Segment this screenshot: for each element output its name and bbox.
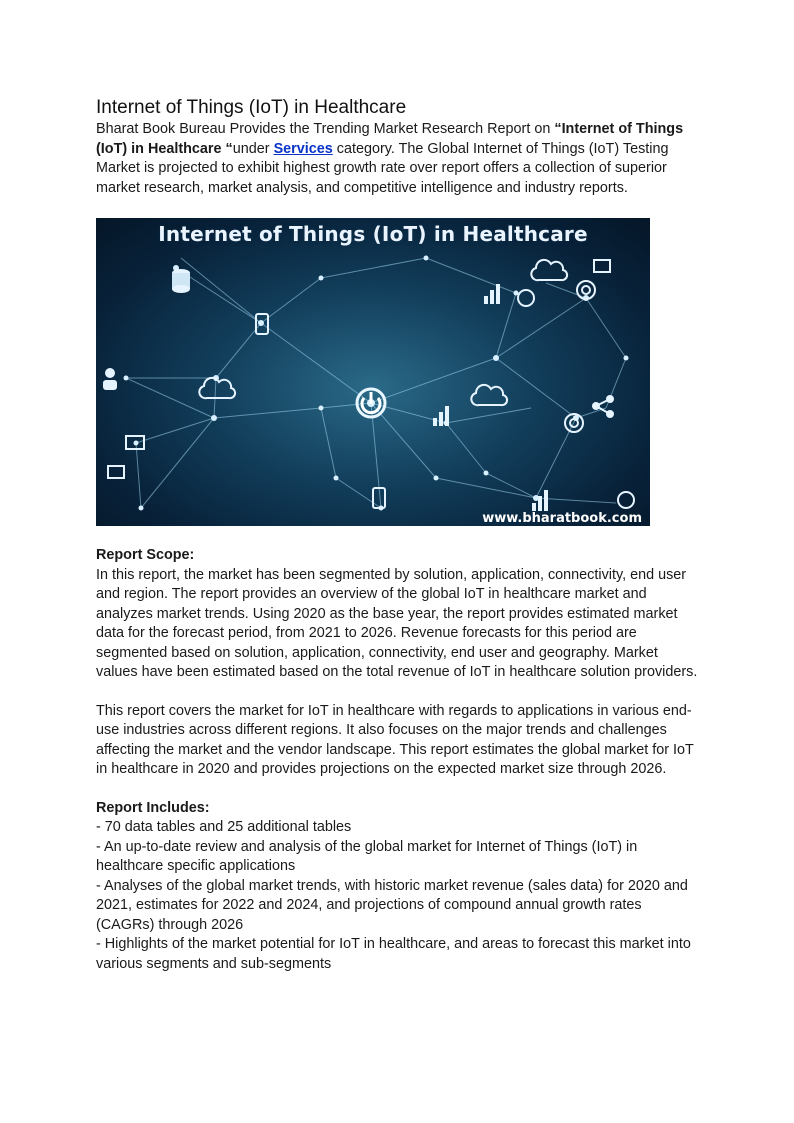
report-scope-paragraph-2: This report covers the market for IoT in healthcare with regards to applications in various end-use industries across different regions. It also focuses on the major trends and challenges affecting the market and the vendor landscape. This report estimates the global market for IoT in healthcare in 2020 and provides projections on the expected market size through 2026. bbox=[96, 702, 694, 777]
list-item: - Highlights of the market potential for IoT in healthcare, and areas to forecast this market into various segments and sub-segments bbox=[96, 936, 691, 972]
document-page bbox=[96, 96, 701, 974]
report-includes-list bbox=[96, 818, 701, 974]
banner-title: Internet of Things (IoT) in Healthcare bbox=[158, 222, 588, 246]
list-item: - An up-to-date review and analysis of the global market for Internet of Things (IoT) in healthcare specific applications bbox=[96, 838, 638, 874]
power-icon bbox=[357, 389, 385, 417]
target-icon bbox=[565, 281, 595, 432]
intro-text-3: category. The Global Internet of Things (IoT) Testing Market is projected to exhibit highest growth rate over report offers a collection of superior market research, market analysis, and competitive intelligence and industry reports. bbox=[96, 140, 669, 196]
share-icon bbox=[593, 396, 613, 417]
report-includes-heading: Report Includes: bbox=[96, 799, 210, 816]
intro-open-quote: “ bbox=[554, 121, 562, 137]
person-icon bbox=[103, 368, 117, 390]
list-item: - 70 data tables and 25 additional tables bbox=[96, 819, 352, 835]
report-scope-heading: Report Scope: bbox=[96, 547, 195, 563]
intro-text-2: under bbox=[232, 140, 274, 157]
list-item: - Analyses of the global market trends, with historic market revenue (sales data) for 2020 and 2021, estimates for 2022 and 2024, and projections of compound annual growth rates (CAGRs) through 2026 bbox=[96, 877, 688, 933]
cloud-icon bbox=[199, 260, 567, 405]
page-title: Internet of Things (IoT) in Healthcare bbox=[96, 97, 407, 118]
dollar-icon bbox=[518, 290, 634, 508]
network-illustration bbox=[96, 218, 650, 526]
intro-close-quote: “ bbox=[225, 140, 233, 157]
network-nodes bbox=[124, 256, 629, 511]
iot-healthcare-banner-image bbox=[96, 218, 650, 526]
database-icon bbox=[172, 269, 190, 293]
intro-report-title: Internet of Things (IoT) in Healthcare bbox=[96, 121, 684, 157]
services-link[interactable]: Services bbox=[273, 140, 333, 157]
intro-text-1: Bharat Book Bureau Provides the Trending Market Research Report on bbox=[96, 121, 555, 137]
report-scope-paragraph-1: In this report, the market has been segmented by solution, application, connectivity, end user and region. The report provides an overview of the global IoT in healthcare market and analyzes market trends. Using 2020 as the base year, the report provides estimated market data for the forecast period, from 2021 to 2026. Revenue forecasts for this period are segmented based on solution, application, connectivity, end user and geography. Market values have been estimated based on the total revenue of IoT in healthcare solution providers. bbox=[96, 566, 698, 680]
intro-paragraph bbox=[96, 120, 701, 198]
banner-url: www.bharatbook.com bbox=[482, 511, 642, 526]
bar-chart-icon bbox=[433, 284, 548, 511]
